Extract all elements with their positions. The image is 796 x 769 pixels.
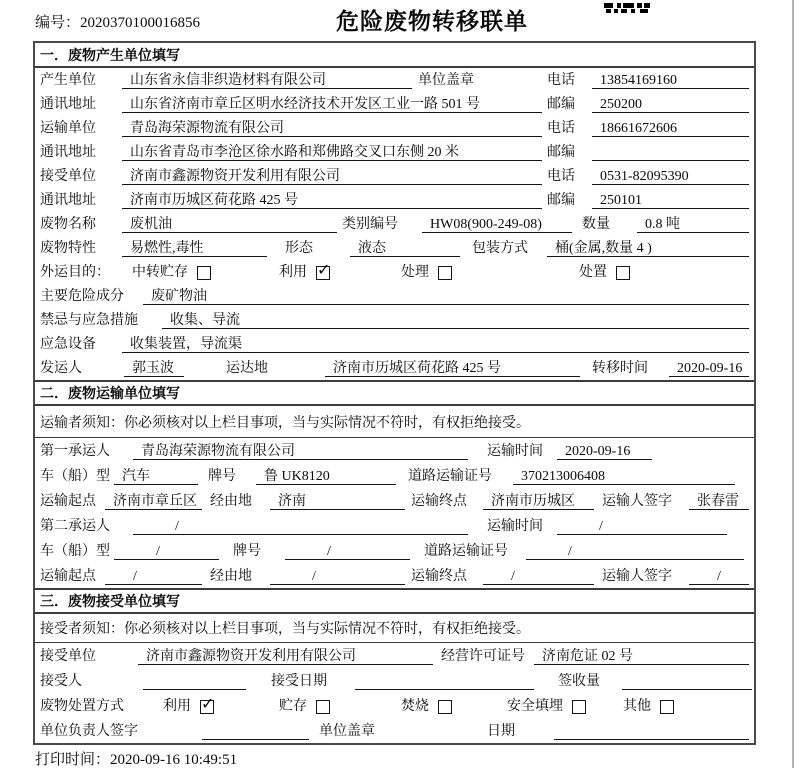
accept-person-label: 接受人 [40, 674, 82, 689]
field-license: 济南危证 02 号 [534, 648, 749, 665]
field-signed-qty [622, 673, 752, 690]
row-waste-name [35, 212, 754, 236]
row-main-hazard [35, 284, 754, 308]
route-via-label: 经由地 [210, 569, 252, 584]
field-waste-traits: 易燃性,毒性 [122, 240, 267, 257]
field-emergency-equipment: 收集装置，导流渠 [122, 336, 749, 353]
checkbox-label: 安全填埋 [507, 699, 563, 714]
checkbox-icon [660, 700, 674, 714]
phone-label: 电话 [547, 73, 575, 88]
section2-notice: 运输者须知：你必须核对以上栏目事项，当与实际情况不符时，有权拒绝接受。 [35, 406, 754, 438]
checkbox-dispose [579, 261, 630, 281]
emergency-equipment-label: 应急设备 [40, 337, 96, 352]
field-carrier1-time: 2020-09-16 [557, 443, 652, 460]
field-producer-name: 山东省永信非织造材料有限公司 [122, 72, 412, 89]
road-permit-label: 道路运输证号 [424, 544, 508, 559]
checkbox-label: 焚烧 [401, 699, 429, 714]
section2-header: 二．废物运输单位填写 [35, 380, 754, 406]
field-transporter-phone: 18661672606 [592, 120, 749, 137]
route-sign-label: 运输人签字 [602, 569, 672, 584]
date-label: 日期 [487, 724, 515, 739]
field-route1-end: 济南市历城区 [483, 493, 594, 510]
carrier1-label: 第一承运人 [40, 444, 110, 459]
field-responsible-sign [202, 723, 309, 740]
checkbox-utilize [279, 261, 401, 281]
accept-date-label: 接受日期 [271, 674, 327, 689]
row-shipping [35, 356, 754, 380]
field-route2-sign: / [689, 568, 749, 585]
route-via-label: 经由地 [210, 494, 252, 509]
field-waste-name: 废机油 [122, 216, 337, 233]
field-carrier2-name: / [133, 518, 468, 535]
field-waste-form: 液态 [350, 240, 460, 257]
field-producer-address: 山东省济南市章丘区明水经济技术开发区工业一路 501 号 [122, 96, 542, 113]
field-shipper: 郭玉波 [124, 360, 184, 377]
plate-label: 牌号 [233, 544, 261, 559]
print-time-label: 打印时间： [35, 752, 111, 768]
row-disposal [35, 693, 754, 718]
checkbox-treat [401, 261, 579, 281]
license-label: 经营许可证号 [441, 649, 525, 664]
zip-label: 邮编 [547, 193, 575, 208]
field-route1-sign: 张春雷 [689, 493, 749, 510]
checkbox-icon [316, 700, 330, 714]
destination-label: 运达地 [226, 361, 268, 376]
field-receiver-phone: 0531-82095390 [592, 168, 749, 185]
row-route2 [35, 563, 754, 588]
transport-time-label: 运输时间 [487, 519, 543, 534]
field-transporter-name: 青岛海荣源物流有限公司 [122, 120, 542, 137]
field-producer-zip: 250200 [592, 96, 749, 113]
checkbox-utilize-2 [163, 695, 279, 715]
checkbox-icon [316, 266, 330, 280]
qr-code-fragment [604, 0, 650, 18]
checkbox-label: 利用 [279, 265, 307, 280]
row-signoff [35, 718, 754, 743]
shipper-label: 发运人 [40, 361, 82, 376]
checkbox-icon [197, 266, 211, 280]
checkbox-incinerate [401, 695, 507, 715]
checkbox-icon [200, 700, 214, 714]
disposal-label: 废物处置方式 [40, 699, 124, 714]
field-vehicle1-type: 汽车 [114, 468, 198, 485]
row-emergency-equipment [35, 332, 754, 356]
route-end-label: 运输终点 [411, 569, 467, 584]
field-signoff-date [554, 723, 749, 740]
address-label: 通讯地址 [40, 145, 96, 160]
checkbox-label: 处理 [401, 265, 429, 280]
field-vehicle2-type: / [114, 543, 219, 560]
address-label: 通讯地址 [40, 97, 96, 112]
field-transfer-time: 2020-09-16 [669, 360, 749, 377]
field-waste-pack: 桶(金属,数量 4 ) [547, 240, 749, 257]
transporter-label: 运输单位 [40, 121, 96, 136]
transport-time-label: 运输时间 [487, 444, 543, 459]
route-start-label: 运输起点 [40, 494, 96, 509]
route-sign-label: 运输人签字 [602, 494, 672, 509]
waste-traits-label: 废物特性 [40, 241, 96, 256]
route-start-label: 运输起点 [40, 569, 96, 584]
field-route1-start: 济南市章丘区 [105, 493, 202, 510]
emergency-measures-label: 禁忌与应急措施 [40, 313, 138, 328]
field-accept-unit: 济南市鑫源物资开发利用有限公司 [138, 648, 433, 665]
section3-header: 三．废物接受单位填写 [35, 588, 754, 614]
checkbox-icon [572, 700, 586, 714]
row-purpose [35, 260, 754, 284]
checkbox-label: 其他 [623, 699, 651, 714]
field-receiver-address: 济南市历城区荷花路 425 号 [122, 192, 542, 209]
checkbox-store [279, 695, 401, 715]
waste-name-label: 废物名称 [40, 217, 96, 232]
address-label: 通讯地址 [40, 193, 96, 208]
manifest-form [33, 41, 756, 745]
waste-qty-label: 数量 [582, 217, 610, 232]
doc-number-value: 2020370100016856 [80, 15, 201, 31]
carrier2-label: 第二承运人 [40, 519, 110, 534]
vehicle-type-label: 车（船）型 [40, 469, 110, 484]
field-carrier1-name: 青岛海荣源物流有限公司 [133, 443, 468, 460]
route-end-label: 运输终点 [411, 494, 467, 509]
row-receiver [35, 164, 754, 188]
field-emergency-measures: 收集、导流 [162, 312, 749, 329]
print-time [35, 748, 237, 769]
field-vehicle1-road: 370213006408 [513, 468, 735, 485]
field-receiver-zip: 250101 [592, 192, 749, 209]
checkbox-label: 利用 [163, 699, 191, 714]
field-producer-phone: 13854169160 [592, 72, 749, 89]
field-route2-via: / [270, 568, 405, 585]
receiver-label: 接受单位 [40, 169, 96, 184]
checkbox-label: 处置 [579, 265, 607, 280]
producer-label: 产生单位 [40, 73, 96, 88]
field-vehicle2-road: / [526, 543, 744, 560]
phone-label: 电话 [547, 121, 575, 136]
row-route1 [35, 488, 754, 513]
row-carrier2 [35, 513, 754, 538]
row-receiver-address [35, 188, 754, 212]
checkbox-label: 贮存 [279, 699, 307, 714]
signed-qty-label: 签收量 [558, 674, 600, 689]
zip-label: 邮编 [547, 145, 575, 160]
unit-seal-label: 单位盖章 [319, 724, 375, 739]
row-producer [35, 68, 754, 92]
row-producer-address [35, 92, 754, 116]
checkbox-icon [438, 700, 452, 714]
pack-label: 包装方式 [472, 241, 528, 256]
checkbox-transfer-storage [132, 261, 279, 281]
plate-label: 牌号 [208, 469, 236, 484]
accept-unit-label: 接受单位 [40, 649, 96, 664]
vehicle-type-label: 车（船）型 [40, 544, 110, 559]
row-accept-unit [35, 643, 754, 668]
zip-label: 邮编 [547, 97, 575, 112]
field-route2-start: / [105, 568, 202, 585]
field-vehicle1-plate: 鲁 UK8120 [256, 468, 396, 485]
field-route2-end: / [483, 568, 594, 585]
field-waste-qty: 0.8 吨 [637, 216, 749, 233]
unit-seal-label: 单位盖章 [418, 73, 474, 88]
field-main-hazard: 废矿物油 [143, 288, 749, 305]
field-waste-code: HW08(900-249-08) [422, 216, 572, 233]
waste-code-label: 类别编号 [342, 217, 398, 232]
page-title: 危险废物转移联单 [336, 9, 528, 34]
field-destination: 济南市历城区荷花路 425 号 [325, 360, 580, 377]
row-carrier1 [35, 438, 754, 463]
form-label: 形态 [285, 241, 313, 256]
road-permit-label: 道路运输证号 [408, 469, 492, 484]
field-route1-via: 济南 [270, 493, 405, 510]
field-accept-person [143, 673, 246, 690]
field-carrier2-time: / [557, 518, 727, 535]
field-transporter-zip [592, 144, 749, 161]
transfer-time-label: 转移时间 [592, 361, 648, 376]
responsible-sign-label: 单位负责人签字 [40, 724, 138, 739]
checkbox-label: 中转贮存 [132, 265, 188, 280]
row-waste-traits [35, 236, 754, 260]
checkbox-other [623, 695, 674, 715]
main-hazard-label: 主要危险成分 [40, 289, 124, 304]
section1-header: 一．废物产生单位填写 [35, 43, 754, 68]
row-transporter-address [35, 140, 754, 164]
checkbox-icon [438, 266, 452, 280]
section3-notice: 接受者须知：你必须核对以上栏目事项，当与实际情况不符时，有权拒绝接受。 [35, 614, 754, 643]
row-emergency-measures [35, 308, 754, 332]
row-transporter [35, 116, 754, 140]
doc-number-label: 编号： [35, 15, 81, 31]
field-vehicle2-plate: / [285, 543, 410, 560]
page-edge-line [792, 0, 794, 768]
checkbox-landfill [507, 695, 623, 715]
phone-label: 电话 [547, 169, 575, 184]
row-vehicle2 [35, 538, 754, 563]
purpose-label: 外运目的： [40, 265, 110, 280]
checkbox-icon [616, 266, 630, 280]
row-acceptance [35, 668, 754, 693]
print-time-value: 2020-09-16 10:49:51 [110, 752, 238, 768]
field-receiver-name: 济南市鑫源物资开发利用有限公司 [122, 168, 542, 185]
field-transporter-address: 山东省青岛市李沧区徐水路和郑佛路交叉口东侧 20 米 [122, 144, 542, 161]
row-vehicle1 [35, 463, 754, 488]
field-accept-date [355, 673, 534, 690]
